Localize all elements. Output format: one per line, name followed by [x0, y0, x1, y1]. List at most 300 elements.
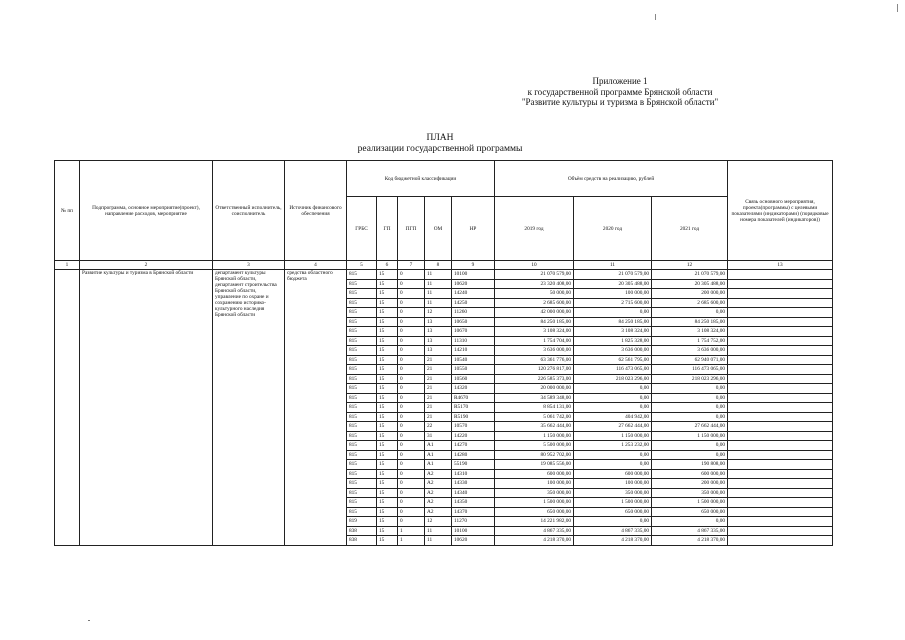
- amount-2020-cell: 0,00: [574, 384, 652, 394]
- gp-cell: 15: [377, 270, 398, 280]
- nr-cell: 14340: [452, 488, 495, 498]
- responsible-cell: департамент культуры Брянской области, департамент строительства Брянской области, управление по охране и сохранению историко-культурного наследия Брянской области: [213, 270, 285, 546]
- link-cell: [728, 365, 833, 375]
- amount-2019-cell: 600 000,00: [495, 469, 574, 479]
- nr-cell: 10100: [452, 270, 495, 280]
- col-number: 9: [452, 261, 495, 270]
- link-cell: [728, 488, 833, 498]
- gp-cell: 15: [377, 355, 398, 365]
- table-row: [55, 270, 833, 280]
- amount-2021-cell: 62 940 071,00: [652, 355, 728, 365]
- pgp-cell: 0: [398, 317, 425, 327]
- pgp-cell: 0: [398, 279, 425, 289]
- nr-cell: 10620: [452, 536, 495, 546]
- nr-cell: R4670: [452, 393, 495, 403]
- gp-cell: 15: [377, 422, 398, 432]
- grbs-cell: 815: [347, 441, 377, 451]
- amount-2021-cell: 218 023 296,00: [652, 374, 728, 384]
- om-cell: 11: [425, 289, 452, 299]
- gp-cell: 15: [377, 346, 398, 356]
- pgp-cell: 0: [398, 441, 425, 451]
- om-cell: 12: [425, 308, 452, 318]
- amount-2021-cell: 190 808,00: [652, 460, 728, 470]
- grbs-cell: 815: [347, 393, 377, 403]
- gp-cell: 15: [377, 308, 398, 318]
- col-number: 10: [495, 261, 574, 270]
- pgp-cell: 0: [398, 308, 425, 318]
- amount-2020-cell: 20 305 488,00: [574, 279, 652, 289]
- amount-2021-cell: 27 662 444,00: [652, 422, 728, 432]
- pgp-cell: 0: [398, 412, 425, 422]
- grbs-cell: 815: [347, 479, 377, 489]
- om-cell: A2: [425, 479, 452, 489]
- nr-cell: 10540: [452, 355, 495, 365]
- grbs-cell: 815: [347, 298, 377, 308]
- gp-cell: 15: [377, 488, 398, 498]
- appendix-note: [490, 76, 750, 108]
- link-cell: [728, 441, 833, 451]
- grbs-cell: 815: [347, 450, 377, 460]
- amount-2020-cell: 116 473 065,00: [574, 365, 652, 375]
- col-number: 2: [80, 261, 213, 270]
- amount-2020-cell: 218 023 296,00: [574, 374, 652, 384]
- amount-2020-cell: 3 636 000,00: [574, 346, 652, 356]
- amount-2019-cell: 20 000 000,00: [495, 384, 574, 394]
- page-title: [340, 133, 540, 155]
- gp-cell: 15: [377, 298, 398, 308]
- grbs-cell: 815: [347, 412, 377, 422]
- amount-2019-cell: 650 000,00: [495, 507, 574, 517]
- pgp-cell: 0: [398, 365, 425, 375]
- pgp-cell: 0: [398, 384, 425, 394]
- amount-2020-cell: 4 218 370,00: [574, 536, 652, 546]
- amount-2019-cell: 84 250 185,00: [495, 317, 574, 327]
- gp-cell: 15: [377, 336, 398, 346]
- amount-2020-cell: 1 825 328,00: [574, 336, 652, 346]
- header-om: ОМ: [425, 197, 452, 261]
- amount-2020-cell: 404 942,00: [574, 412, 652, 422]
- amount-2020-cell: 0,00: [574, 460, 652, 470]
- header-pgp: ПГП: [398, 197, 425, 261]
- grbs-cell: 815: [347, 308, 377, 318]
- pgp-cell: 0: [398, 346, 425, 356]
- amount-2020-cell: 1 150 000,00: [574, 431, 652, 441]
- amount-2019-cell: 1 150 000,00: [495, 431, 574, 441]
- link-cell: [728, 393, 833, 403]
- amount-2019-cell: 2 685 600,00: [495, 298, 574, 308]
- nr-cell: 14310: [452, 469, 495, 479]
- col-number: 4: [285, 261, 347, 270]
- link-cell: [728, 431, 833, 441]
- pgp-cell: 0: [398, 403, 425, 413]
- amount-2019-cell: 1 754 704,00: [495, 336, 574, 346]
- pgp-cell: 0: [398, 450, 425, 460]
- amount-2021-cell: 0,00: [652, 384, 728, 394]
- gp-cell: 15: [377, 384, 398, 394]
- scan-mark: [897, 4, 898, 12]
- gp-cell: 15: [377, 289, 398, 299]
- amount-2021-cell: 0,00: [652, 450, 728, 460]
- link-cell: [728, 469, 833, 479]
- pgp-cell: 0: [398, 488, 425, 498]
- link-cell: [728, 517, 833, 527]
- col-number: 8: [425, 261, 452, 270]
- gp-cell: 15: [377, 479, 398, 489]
- link-cell: [728, 327, 833, 337]
- pgp-cell: 0: [398, 336, 425, 346]
- scan-dot: [88, 620, 90, 621]
- header-nr: НР: [452, 197, 495, 261]
- amount-2019-cell: 226 585 373,00: [495, 374, 574, 384]
- grbs-cell: 815: [347, 270, 377, 280]
- amount-2019-cell: 14 221 982,00: [495, 517, 574, 527]
- om-cell: 21: [425, 384, 452, 394]
- link-cell: [728, 317, 833, 327]
- amount-2020-cell: 650 000,00: [574, 507, 652, 517]
- title-line-2: реализации государственной программы: [357, 144, 523, 154]
- grbs-cell: 815: [347, 336, 377, 346]
- nr-cell: 11270: [452, 517, 495, 527]
- amount-2020-cell: 0,00: [574, 403, 652, 413]
- grbs-cell: 815: [347, 460, 377, 470]
- nr-cell: R5170: [452, 403, 495, 413]
- om-cell: 11: [425, 279, 452, 289]
- om-cell: 21: [425, 355, 452, 365]
- gp-cell: 15: [377, 365, 398, 375]
- grbs-cell: 815: [347, 346, 377, 356]
- link-cell: [728, 384, 833, 394]
- nr-cell: 14350: [452, 498, 495, 508]
- gp-cell: 15: [377, 536, 398, 546]
- amount-2020-cell: 3 108 324,00: [574, 327, 652, 337]
- pgp-cell: 0: [398, 517, 425, 527]
- header-responsible: Ответственный исполнитель, соисполнитель: [213, 161, 285, 261]
- link-cell: [728, 412, 833, 422]
- amount-2020-cell: 27 662 444,00: [574, 422, 652, 432]
- om-cell: 21: [425, 393, 452, 403]
- grbs-cell: 815: [347, 279, 377, 289]
- nr-cell: 10550: [452, 365, 495, 375]
- gp-cell: 15: [377, 327, 398, 337]
- header-link: Связь основного мероприятия, проекта(программы) с целевыми показателями (индикаторами) (порядковые номера показателей (индикаторов)): [728, 161, 833, 261]
- grbs-cell: 815: [347, 488, 377, 498]
- link-cell: [728, 460, 833, 470]
- nr-cell: 14220: [452, 431, 495, 441]
- header-2020: 2020 год: [574, 197, 652, 261]
- amount-2020-cell: 0,00: [574, 393, 652, 403]
- amount-2021-cell: 1 150 000,00: [652, 431, 728, 441]
- gp-cell: 15: [377, 517, 398, 527]
- gp-cell: 15: [377, 507, 398, 517]
- om-cell: A2: [425, 507, 452, 517]
- pgp-cell: 0: [398, 289, 425, 299]
- gp-cell: 15: [377, 374, 398, 384]
- amount-2020-cell: 2 715 600,00: [574, 298, 652, 308]
- link-cell: [728, 374, 833, 384]
- pgp-cell: 0: [398, 431, 425, 441]
- amount-2021-cell: 4 867 335,00: [652, 526, 728, 536]
- om-cell: A1: [425, 460, 452, 470]
- amount-2020-cell: 100 000,00: [574, 289, 652, 299]
- om-cell: 13: [425, 336, 452, 346]
- gp-cell: 15: [377, 441, 398, 451]
- pgp-cell: 0: [398, 469, 425, 479]
- om-cell: 11: [425, 526, 452, 536]
- grbs-cell: 838: [347, 536, 377, 546]
- nr-cell: 55190: [452, 460, 495, 470]
- pgp-cell: 0: [398, 374, 425, 384]
- amount-2020-cell: 62 561 795,00: [574, 355, 652, 365]
- link-cell: [728, 270, 833, 280]
- grbs-cell: 815: [347, 384, 377, 394]
- col-number: 13: [728, 261, 833, 270]
- gp-cell: 15: [377, 498, 398, 508]
- amount-2019-cell: 42 000 000,00: [495, 308, 574, 318]
- pgp-cell: 0: [398, 393, 425, 403]
- om-cell: A1: [425, 450, 452, 460]
- amount-2021-cell: 0,00: [652, 441, 728, 451]
- amount-2019-cell: 120 276 817,00: [495, 365, 574, 375]
- link-cell: [728, 298, 833, 308]
- amount-2020-cell: 600 000,00: [574, 469, 652, 479]
- grbs-cell: 819: [347, 517, 377, 527]
- amount-2021-cell: 2 685 600,00: [652, 298, 728, 308]
- om-cell: 11: [425, 298, 452, 308]
- amount-2020-cell: 1 500 000,00: [574, 498, 652, 508]
- amount-2021-cell: 200 000,00: [652, 479, 728, 489]
- amount-2019-cell: 80 952 702,00: [495, 450, 574, 460]
- amount-2019-cell: 50 000,00: [495, 289, 574, 299]
- scan-mark: [655, 14, 656, 20]
- col-number: 11: [574, 261, 652, 270]
- gp-cell: 15: [377, 412, 398, 422]
- amount-2021-cell: 84 250 185,00: [652, 317, 728, 327]
- om-cell: 13: [425, 327, 452, 337]
- amount-2019-cell: 8 854 131,00: [495, 403, 574, 413]
- om-cell: 11: [425, 536, 452, 546]
- num-cell: [55, 270, 80, 546]
- link-cell: [728, 536, 833, 546]
- nr-cell: 10620: [452, 279, 495, 289]
- amount-2019-cell: 350 000,00: [495, 488, 574, 498]
- nr-cell: 14330: [452, 479, 495, 489]
- grbs-cell: 815: [347, 422, 377, 432]
- amount-2021-cell: 600 000,00: [652, 469, 728, 479]
- nr-cell: 14320: [452, 384, 495, 394]
- link-cell: [728, 403, 833, 413]
- header-funding: Объём средств на реализацию, рублей: [495, 161, 728, 197]
- grbs-cell: 815: [347, 365, 377, 375]
- nr-cell: 10650: [452, 317, 495, 327]
- amount-2019-cell: 34 589 348,00: [495, 393, 574, 403]
- amount-2021-cell: 1 500 000,00: [652, 498, 728, 508]
- title-line-1: ПЛАН: [426, 133, 454, 143]
- amount-2021-cell: 4 218 370,00: [652, 536, 728, 546]
- amount-2021-cell: 0,00: [652, 403, 728, 413]
- om-cell: 12: [425, 517, 452, 527]
- link-cell: [728, 289, 833, 299]
- header-num: № пп: [55, 161, 80, 261]
- nr-cell: 14280: [452, 450, 495, 460]
- amount-2021-cell: 200 000,00: [652, 289, 728, 299]
- grbs-cell: 815: [347, 403, 377, 413]
- link-cell: [728, 507, 833, 517]
- appendix-line-3: "Развитие культуры и туризма в Брянской области": [521, 97, 719, 107]
- gp-cell: 15: [377, 460, 398, 470]
- link-cell: [728, 450, 833, 460]
- link-cell: [728, 308, 833, 318]
- nr-cell: 10100: [452, 526, 495, 536]
- om-cell: A2: [425, 469, 452, 479]
- gp-cell: 15: [377, 403, 398, 413]
- appendix-line-1: Приложение 1: [592, 76, 648, 86]
- amount-2019-cell: 35 662 444,00: [495, 422, 574, 432]
- amount-2019-cell: 1 500 000,00: [495, 498, 574, 508]
- pgp-cell: 1: [398, 526, 425, 536]
- header-grbs: ГРБС: [347, 197, 377, 261]
- col-number: 1: [55, 261, 80, 270]
- link-cell: [728, 498, 833, 508]
- amount-2021-cell: 0,00: [652, 412, 728, 422]
- gp-cell: 15: [377, 279, 398, 289]
- pgp-cell: 0: [398, 498, 425, 508]
- grbs-cell: 815: [347, 317, 377, 327]
- amount-2021-cell: 350 000,00: [652, 488, 728, 498]
- gp-cell: 15: [377, 450, 398, 460]
- amount-2019-cell: 5 500 000,00: [495, 441, 574, 451]
- amount-2020-cell: 1 253 232,00: [574, 441, 652, 451]
- grbs-cell: 815: [347, 355, 377, 365]
- amount-2020-cell: 21 070 579,00: [574, 270, 652, 280]
- amount-2019-cell: 3 636 000,00: [495, 346, 574, 356]
- amount-2020-cell: 100 000,00: [574, 479, 652, 489]
- om-cell: 31: [425, 431, 452, 441]
- appendix-line-2: к государственной программе Брянской области: [527, 86, 713, 97]
- amount-2019-cell: 100 000,00: [495, 479, 574, 489]
- om-cell: 13: [425, 317, 452, 327]
- om-cell: A2: [425, 498, 452, 508]
- pgp-cell: 0: [398, 507, 425, 517]
- grbs-cell: 838: [347, 526, 377, 536]
- grbs-cell: 815: [347, 431, 377, 441]
- amount-2021-cell: 0,00: [652, 308, 728, 318]
- amount-2021-cell: 3 636 000,00: [652, 346, 728, 356]
- amount-2019-cell: 19 085 556,00: [495, 460, 574, 470]
- om-cell: A1: [425, 441, 452, 451]
- nr-cell: 14240: [452, 289, 495, 299]
- om-cell: 21: [425, 374, 452, 384]
- amount-2021-cell: 1 754 752,00: [652, 336, 728, 346]
- amount-2021-cell: 0,00: [652, 393, 728, 403]
- header-2021: 2021 год: [652, 197, 728, 261]
- col-number: 12: [652, 261, 728, 270]
- header-2019: 2019 год: [495, 197, 574, 261]
- amount-2021-cell: 3 108 324,00: [652, 327, 728, 337]
- om-cell: A2: [425, 488, 452, 498]
- link-cell: [728, 479, 833, 489]
- nr-cell: R5190: [452, 412, 495, 422]
- grbs-cell: 815: [347, 507, 377, 517]
- header-subprogram: Подпрограмма, основное мероприятие(проект), направление расходов, мероприятие: [80, 161, 213, 261]
- grbs-cell: 815: [347, 327, 377, 337]
- link-cell: [728, 422, 833, 432]
- amount-2019-cell: 4 218 370,00: [495, 536, 574, 546]
- amount-2020-cell: 0,00: [574, 517, 652, 527]
- gp-cell: 15: [377, 526, 398, 536]
- pgp-cell: 0: [398, 298, 425, 308]
- amount-2019-cell: 23 320 408,00: [495, 279, 574, 289]
- header-gp: ГП: [377, 197, 398, 261]
- header-source: Источник финансового обеспечения: [285, 161, 347, 261]
- pgp-cell: 0: [398, 270, 425, 280]
- grbs-cell: 815: [347, 498, 377, 508]
- amount-2019-cell: 21 070 579,00: [495, 270, 574, 280]
- om-cell: 21: [425, 365, 452, 375]
- header-budget-code: Код бюджетной классификации: [347, 161, 495, 197]
- link-cell: [728, 346, 833, 356]
- amount-2019-cell: 4 867 335,00: [495, 526, 574, 536]
- pgp-cell: 0: [398, 327, 425, 337]
- col-number: 3: [213, 261, 285, 270]
- amount-2020-cell: 4 867 335,00: [574, 526, 652, 536]
- amount-2021-cell: 21 070 579,00: [652, 270, 728, 280]
- grbs-cell: 815: [347, 469, 377, 479]
- amount-2020-cell: 0,00: [574, 308, 652, 318]
- om-cell: 21: [425, 403, 452, 413]
- pgp-cell: 0: [398, 355, 425, 365]
- amount-2019-cell: 63 361 776,00: [495, 355, 574, 365]
- om-cell: 13: [425, 346, 452, 356]
- amount-2020-cell: 84 250 185,00: [574, 317, 652, 327]
- pgp-cell: 0: [398, 422, 425, 432]
- om-cell: 21: [425, 412, 452, 422]
- col-number: 5: [347, 261, 377, 270]
- nr-cell: 10560: [452, 374, 495, 384]
- pgp-cell: 0: [398, 479, 425, 489]
- amount-2021-cell: 0,00: [652, 517, 728, 527]
- link-cell: [728, 336, 833, 346]
- nr-cell: 14270: [452, 441, 495, 451]
- nr-cell: 10570: [452, 422, 495, 432]
- pgp-cell: 1: [398, 536, 425, 546]
- col-number: 6: [377, 261, 398, 270]
- col-number: 7: [398, 261, 425, 270]
- subprogram-cell: Развитие культуры и туризма в Брянской области: [80, 270, 213, 546]
- gp-cell: 15: [377, 317, 398, 327]
- nr-cell: 11260: [452, 308, 495, 318]
- amount-2020-cell: 0,00: [574, 450, 652, 460]
- nr-cell: 14210: [452, 346, 495, 356]
- plan-table: [54, 160, 833, 546]
- om-cell: 22: [425, 422, 452, 432]
- gp-cell: 15: [377, 431, 398, 441]
- amount-2020-cell: 350 000,00: [574, 488, 652, 498]
- amount-2021-cell: 116 473 065,00: [652, 365, 728, 375]
- amount-2021-cell: 650 000,00: [652, 507, 728, 517]
- link-cell: [728, 355, 833, 365]
- link-cell: [728, 279, 833, 289]
- nr-cell: 14250: [452, 298, 495, 308]
- nr-cell: 11310: [452, 336, 495, 346]
- gp-cell: 15: [377, 469, 398, 479]
- nr-cell: 14370: [452, 507, 495, 517]
- amount-2019-cell: 5 061 742,00: [495, 412, 574, 422]
- grbs-cell: 815: [347, 374, 377, 384]
- pgp-cell: 0: [398, 460, 425, 470]
- link-cell: [728, 526, 833, 536]
- gp-cell: 15: [377, 393, 398, 403]
- amount-2021-cell: 20 305 488,00: [652, 279, 728, 289]
